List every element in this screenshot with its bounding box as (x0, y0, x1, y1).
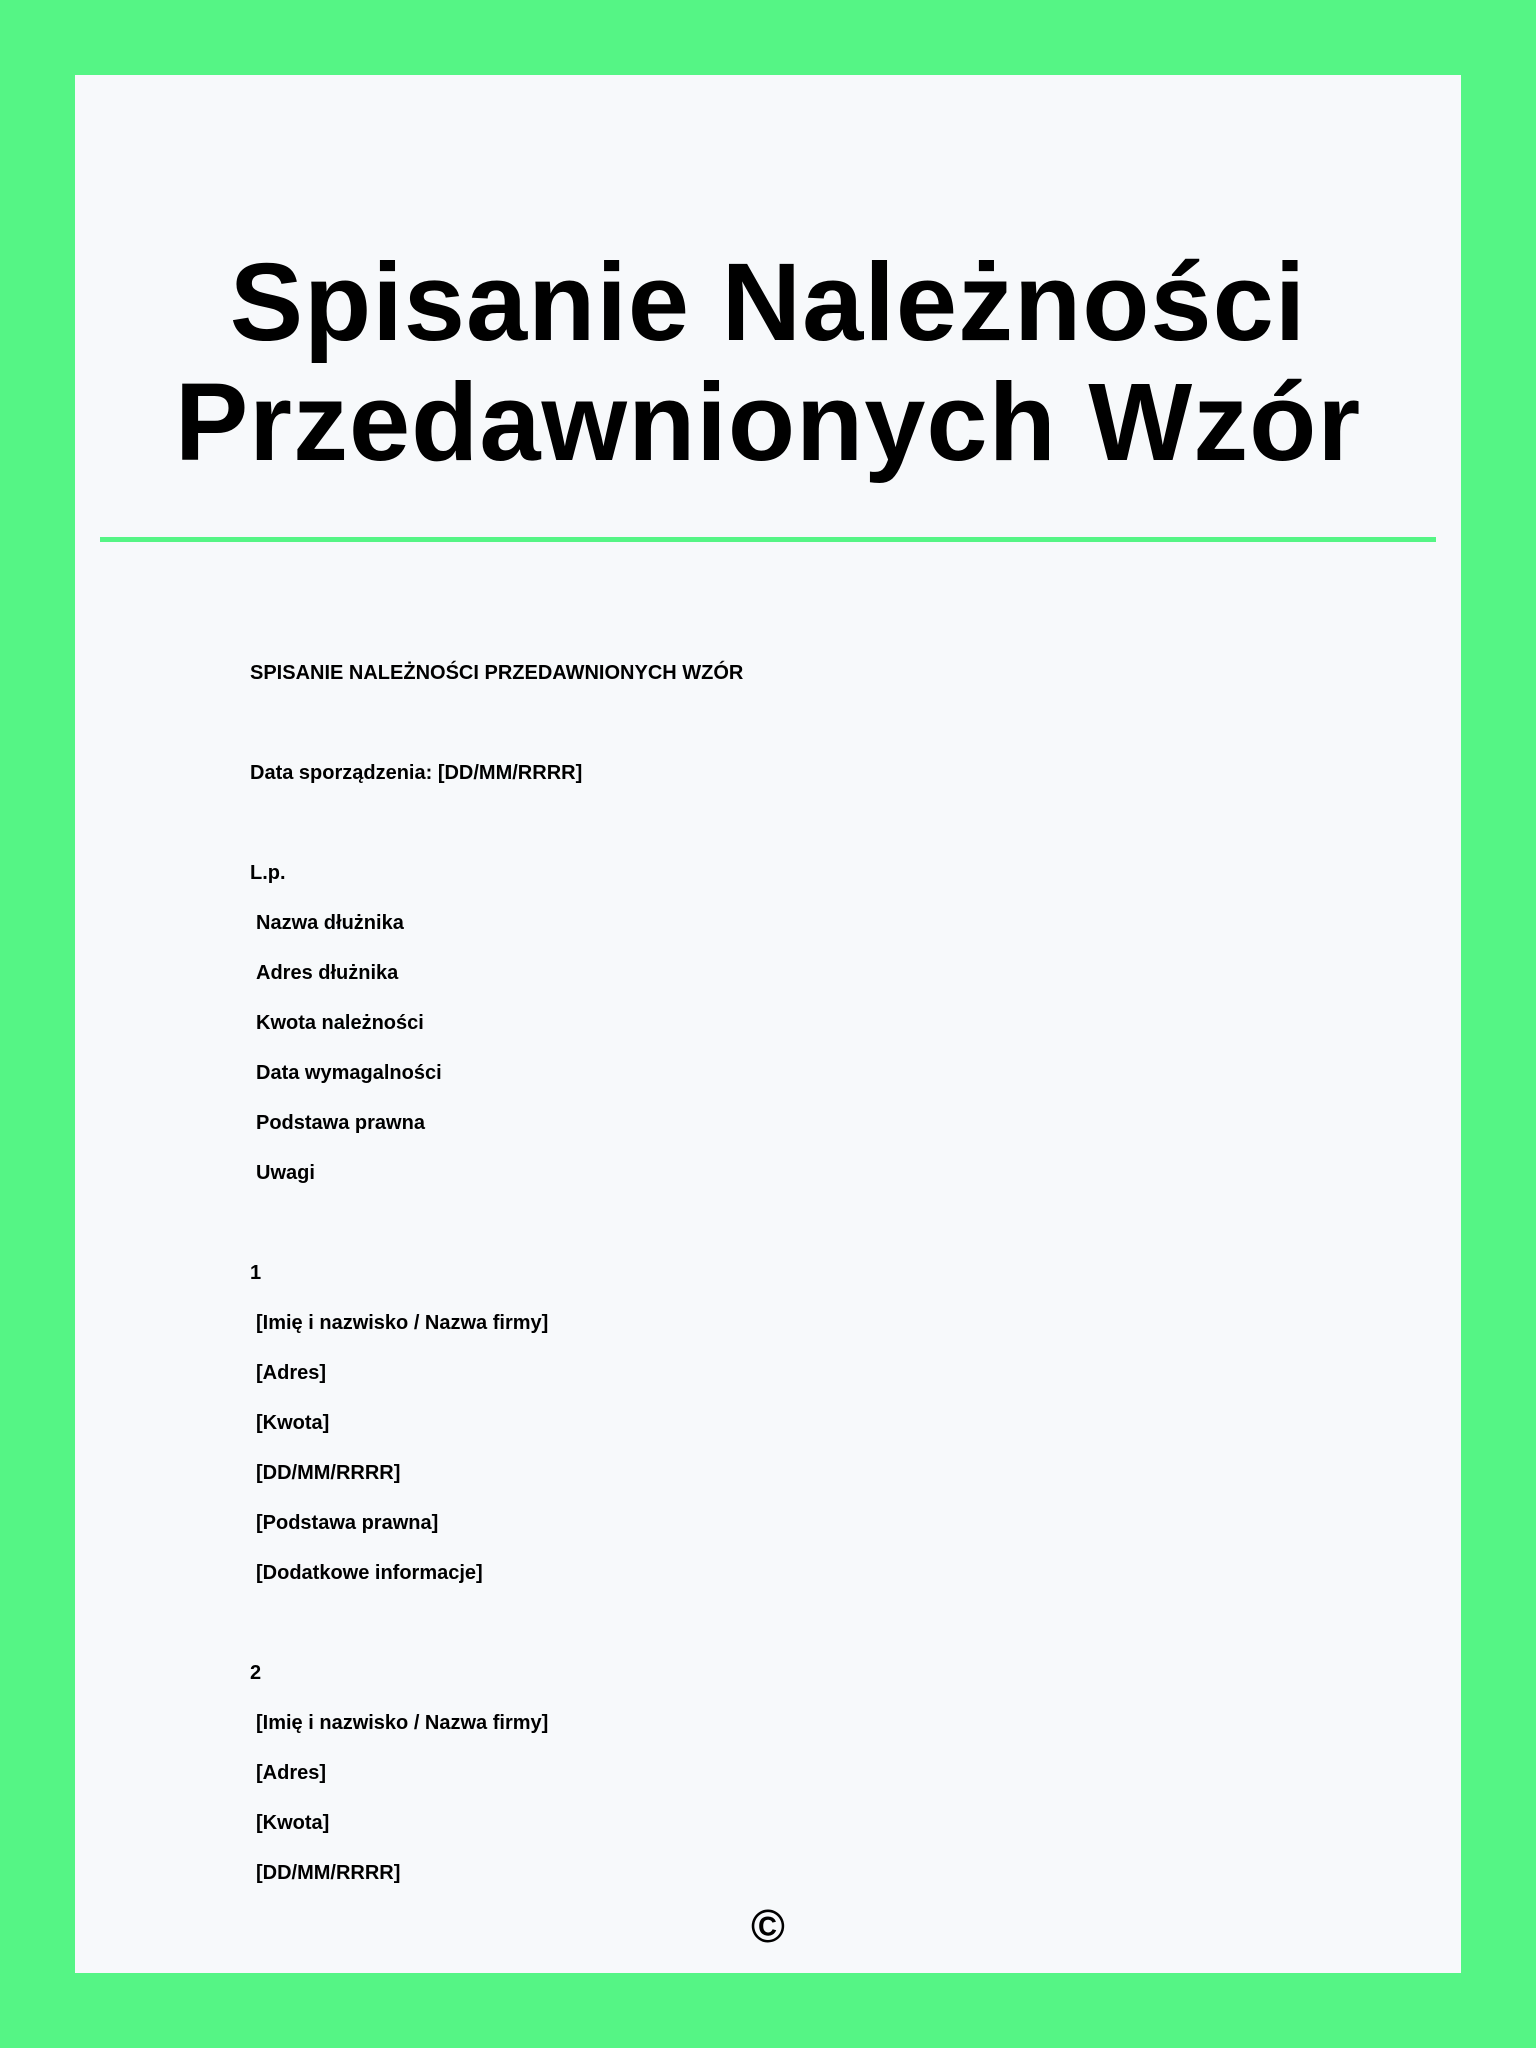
row-2-amount: [Kwota] (256, 1812, 330, 1834)
table-header-debtor-address: Adres dłużnika (256, 962, 399, 984)
table-header-notes: Uwagi (256, 1162, 315, 1184)
row-1-debtor-name: [Imię i nazwisko / Nazwa firmy] (256, 1312, 549, 1334)
row-1-number: 1 (250, 1262, 262, 1284)
table-header-debtor-name: Nazwa dłużnika (256, 912, 404, 934)
document-page (75, 75, 1461, 1973)
table-header-amount: Kwota należności (256, 1012, 424, 1034)
table-header-due-date: Data wymagalności (256, 1062, 442, 1084)
title-divider (100, 537, 1436, 542)
title-line-1: Spisanie Należności (229, 241, 1307, 364)
document-heading: SPISANIE NALEŻNOŚCI PRZEDAWNIONYCH WZÓR (250, 662, 744, 684)
row-1-due-date: [DD/MM/RRRR] (256, 1462, 401, 1484)
copyright-symbol: © (751, 1900, 785, 1952)
table-header-legal-basis: Podstawa prawna (256, 1112, 425, 1134)
title-line-2: Przedawnionych Wzór (174, 361, 1362, 484)
row-2-due-date: [DD/MM/RRRR] (256, 1862, 401, 1884)
row-1-amount: [Kwota] (256, 1412, 330, 1434)
table-number-header: L.p. (250, 862, 286, 884)
row-2-number: 2 (250, 1662, 262, 1684)
date-field: Data sporządzenia: [DD/MM/RRRR] (250, 762, 583, 784)
row-2-debtor-address: [Adres] (256, 1762, 327, 1784)
row-1-notes: [Dodatkowe informacje] (256, 1562, 483, 1584)
row-2-debtor-name: [Imię i nazwisko / Nazwa firmy] (256, 1712, 549, 1734)
document-title (75, 243, 1461, 483)
row-1-debtor-address: [Adres] (256, 1362, 327, 1384)
row-1-legal-basis: [Podstawa prawna] (256, 1512, 439, 1534)
